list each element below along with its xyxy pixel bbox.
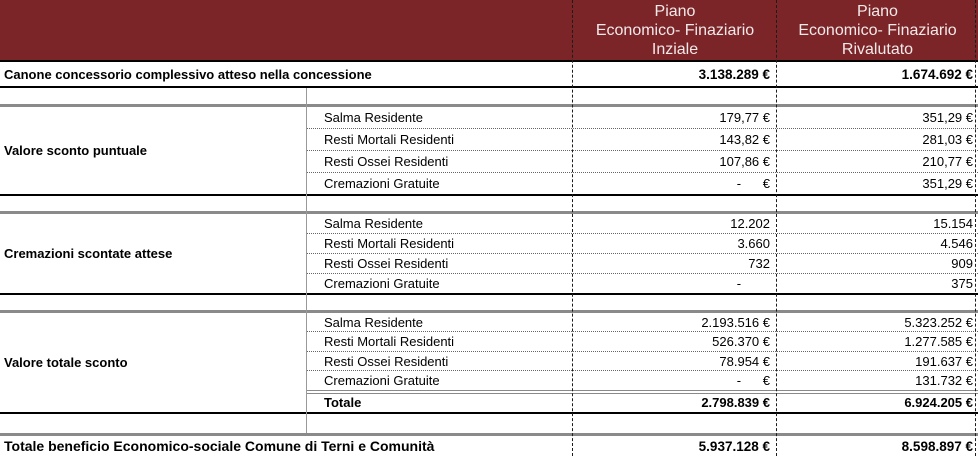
section-cremazioni-scontate-attese [0, 211, 978, 295]
section-valore-sconto-puntuale [0, 104, 978, 196]
column-header-piano-iniziale [573, 0, 777, 60]
section-valore-totale-sconto [0, 310, 978, 414]
cell-value-rivalutato: 15.154 [933, 216, 973, 231]
table-row [306, 332, 978, 351]
row-label: Resti Ossei Residenti [324, 256, 449, 271]
cell-value-rivalutato: 4.546 [940, 236, 973, 251]
row-totale-beneficio [0, 433, 978, 456]
cell-value-rivalutato: 1.277.585 € [904, 334, 973, 350]
header-line: Piano [654, 2, 696, 20]
row-label: Salma Residente [324, 110, 423, 125]
table-row [306, 234, 978, 254]
row-label: Resti Mortali Residenti [324, 236, 455, 251]
spacer-row [0, 295, 978, 310]
section-rows [306, 313, 978, 412]
row-label: Cremazioni Gratuite [324, 176, 440, 191]
cell-value-iniziale: 2.798.839 € [701, 395, 770, 411]
cell-value-iniziale: - € [736, 372, 770, 388]
table-row [306, 274, 978, 293]
row-label: Cremazioni Gratuite [324, 276, 440, 291]
header-line: Economico- Finaziario [595, 21, 755, 39]
cell-value-rivalutato: 1.674.692 € [901, 66, 973, 82]
cell-value-iniziale: 732 [748, 256, 770, 271]
cell-value-iniziale: 143,82 € [719, 132, 770, 147]
row-label: Resti Mortali Residenti [324, 334, 455, 350]
cell-value-iniziale: 107,86 € [719, 154, 770, 169]
header-line: Piano [857, 2, 898, 20]
cell-value-rivalutato: 351,29 € [922, 110, 973, 125]
header-line: Rivalutato [841, 40, 914, 58]
row-label: Resti Mortali Residenti [324, 132, 455, 147]
cell-value-rivalutato: 281,03 € [922, 132, 973, 147]
table-row [306, 107, 978, 129]
cell-value-iniziale: 3.660 [737, 236, 770, 251]
cell-value-iniziale: 526.370 € [712, 334, 770, 350]
cell-value-rivalutato: 375 [951, 276, 973, 291]
row-label: Resti Ossei Residenti [324, 353, 449, 369]
header-line: Economico- Finaziario [798, 21, 957, 39]
table-row [306, 313, 978, 332]
cell-value-rivalutato: 5.323.252 € [904, 314, 973, 330]
cell-value-rivalutato: 8.598.897 € [901, 438, 973, 454]
section-rows [306, 107, 978, 194]
cell-value-rivalutato: 909 [951, 256, 973, 271]
row-label: Salma Residente [324, 314, 423, 330]
row-label: Canone concessorio complessivo atteso nella concessione [4, 66, 372, 82]
section-label: Cremazioni scontate attese [4, 246, 173, 261]
row-label: Cremazioni Gratuite [324, 372, 440, 388]
cell-value-rivalutato: 131.732 € [915, 372, 973, 388]
cell-value-rivalutato: 6.924.205 € [904, 395, 973, 411]
cell-value-iniziale: 78.954 € [719, 353, 770, 369]
table-header [0, 0, 978, 62]
row-label: Salma Residente [324, 216, 423, 231]
cell-value-iniziale: 179,77 € [719, 110, 770, 125]
table-row [306, 129, 978, 151]
table-row [306, 352, 978, 371]
cell-value-iniziale: - [736, 276, 770, 291]
section-label: Valore sconto puntuale [4, 143, 148, 158]
cell-value-rivalutato: 210,77 € [922, 154, 973, 169]
cell-value-rivalutato: 351,29 € [922, 176, 973, 191]
cell-value-rivalutato: 191.637 € [915, 353, 973, 369]
cell-value-iniziale: 5.937.128 € [698, 438, 770, 454]
spacer-row [0, 88, 978, 104]
cell-value-iniziale: 2.193.516 € [701, 314, 770, 330]
row-label: Totale beneficio Economico-sociale Comune di Terni e Comunità [4, 438, 435, 454]
cell-value-iniziale: - € [736, 176, 770, 191]
cell-value-iniziale: 3.138.289 € [698, 66, 770, 82]
spacer-row [0, 414, 978, 433]
table-row [306, 254, 978, 274]
table-row [306, 151, 978, 173]
section-label: Valore totale sconto [4, 355, 128, 370]
column-header-piano-rivalutato [777, 0, 978, 60]
section-rows [306, 214, 978, 293]
table-row-totale [306, 390, 978, 412]
row-label: Resti Ossei Residenti [324, 154, 449, 169]
row-canone-concessorio [0, 62, 978, 88]
cell-value-iniziale: 12.202 [730, 216, 770, 231]
table-row [306, 214, 978, 234]
table-row [306, 371, 978, 389]
spacer-row [0, 196, 978, 211]
table-row [306, 173, 978, 194]
header-line: Inziale [651, 40, 699, 58]
row-label: Totale [324, 395, 362, 411]
